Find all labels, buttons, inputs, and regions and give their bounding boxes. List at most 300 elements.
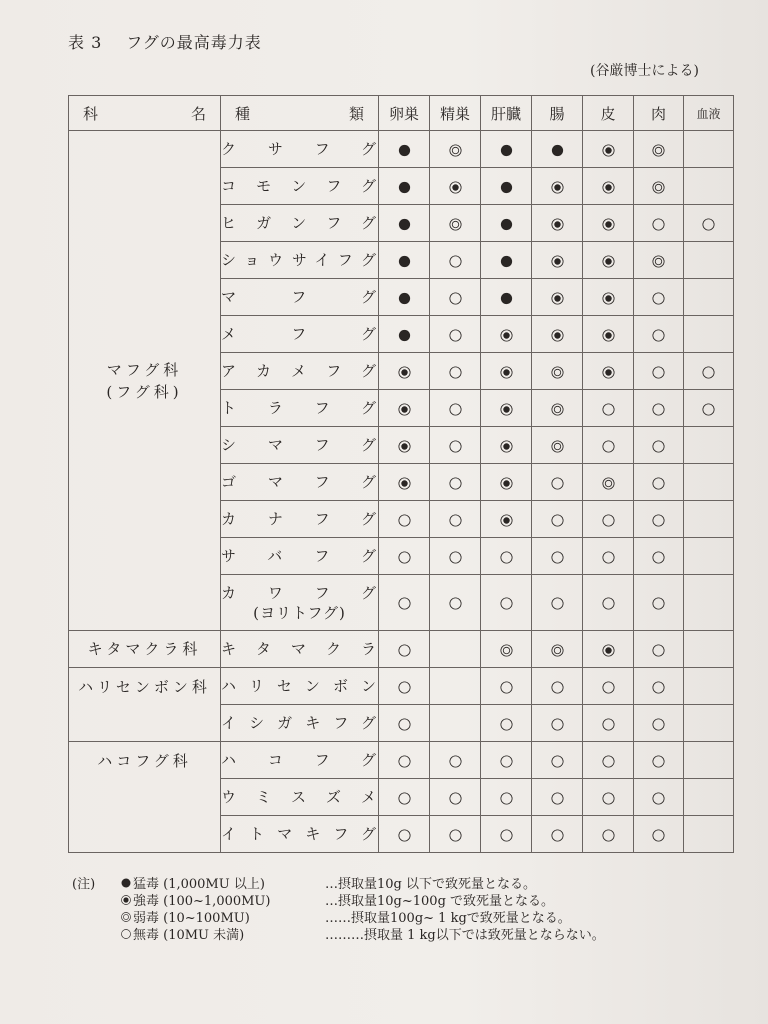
toxicity-cell bbox=[684, 538, 734, 575]
deadly-toxicity-icon bbox=[397, 325, 412, 343]
toxicity-cell bbox=[583, 131, 634, 168]
toxicity-cell bbox=[532, 668, 583, 705]
toxicity-cell bbox=[684, 501, 734, 538]
toxicity-cell bbox=[684, 316, 734, 353]
legend-item bbox=[120, 910, 571, 927]
toxicity-cell bbox=[430, 668, 481, 705]
nontoxic-icon bbox=[397, 788, 412, 806]
toxicity-cell bbox=[532, 168, 583, 205]
toxicity-cell bbox=[532, 279, 583, 316]
toxicity-cell bbox=[634, 816, 684, 853]
weak-toxicity-icon bbox=[550, 399, 565, 417]
toxicity-cell bbox=[481, 705, 532, 742]
strong-toxicity-icon bbox=[397, 436, 412, 454]
weak-toxicity-icon bbox=[550, 362, 565, 380]
strong-toxicity-icon bbox=[550, 251, 565, 269]
toxicity-cell bbox=[583, 427, 634, 464]
toxicity-cell bbox=[634, 501, 684, 538]
species-name: ハリセンボン bbox=[221, 677, 378, 695]
toxicity-cell bbox=[634, 742, 684, 779]
toxicity-cell bbox=[430, 538, 481, 575]
nontoxic-icon bbox=[550, 825, 565, 843]
toxicity-cell bbox=[379, 816, 430, 853]
toxicity-cell bbox=[583, 353, 634, 390]
strong-toxicity-icon bbox=[601, 362, 616, 380]
species-name: イシガキフグ bbox=[221, 714, 378, 732]
nontoxic-icon bbox=[499, 751, 514, 769]
species-name: カワフグ bbox=[221, 583, 378, 602]
toxicity-cell bbox=[634, 390, 684, 427]
species-cell bbox=[221, 205, 379, 242]
strong-toxicity-icon bbox=[397, 399, 412, 417]
toxicity-cell bbox=[684, 168, 734, 205]
toxicity-cell bbox=[532, 575, 583, 631]
toxicity-cell bbox=[430, 742, 481, 779]
deadly-toxicity-icon bbox=[499, 288, 514, 306]
species-name: クサフグ bbox=[221, 140, 378, 158]
species-cell bbox=[221, 705, 379, 742]
deadly-toxicity-icon bbox=[397, 251, 412, 269]
toxicity-cell bbox=[532, 353, 583, 390]
toxicity-cell bbox=[481, 390, 532, 427]
deadly-toxicity-icon bbox=[397, 214, 412, 232]
nontoxic-icon bbox=[397, 714, 412, 732]
species-name: シマフグ bbox=[221, 436, 378, 454]
deadly-toxicity-icon bbox=[550, 140, 565, 158]
nontoxic-icon bbox=[651, 473, 666, 491]
toxicity-cell bbox=[634, 631, 684, 668]
strong-toxicity-icon bbox=[397, 362, 412, 380]
deadly-toxicity-icon bbox=[397, 288, 412, 306]
toxicity-cell bbox=[481, 464, 532, 501]
toxicity-cell bbox=[583, 816, 634, 853]
nontoxic-icon bbox=[651, 214, 666, 232]
toxicity-cell bbox=[583, 779, 634, 816]
species-cell bbox=[221, 279, 379, 316]
strong-toxicity-icon bbox=[601, 177, 616, 195]
strong-toxicity-icon bbox=[601, 214, 616, 232]
species-cell bbox=[221, 575, 379, 631]
toxicity-cell bbox=[430, 631, 481, 668]
toxicity-cell bbox=[430, 575, 481, 631]
nontoxic-icon bbox=[651, 788, 666, 806]
strong-toxicity-icon bbox=[448, 177, 463, 195]
strong-toxicity-icon bbox=[397, 473, 412, 491]
toxicity-cell bbox=[481, 668, 532, 705]
toxicity-cell bbox=[684, 279, 734, 316]
legend-description: …摂取量10g 以下で致死量となる。 bbox=[325, 877, 536, 892]
toxicity-cell bbox=[532, 464, 583, 501]
toxicity-cell bbox=[481, 501, 532, 538]
weak-toxicity-icon bbox=[651, 140, 666, 158]
toxicity-cell bbox=[583, 168, 634, 205]
toxicity-cell bbox=[430, 205, 481, 242]
nontoxic-icon bbox=[397, 751, 412, 769]
nontoxic-icon bbox=[448, 473, 463, 491]
nontoxic-icon bbox=[601, 751, 616, 769]
species-cell bbox=[221, 779, 379, 816]
header-skin: 皮 bbox=[583, 96, 634, 131]
nontoxic-icon bbox=[651, 640, 666, 658]
toxicity-cell bbox=[430, 705, 481, 742]
strong-toxicity-icon bbox=[550, 325, 565, 343]
species-cell bbox=[221, 131, 379, 168]
species-cell bbox=[221, 353, 379, 390]
family-cell: キタマクラ科 bbox=[69, 631, 221, 668]
nontoxic-icon bbox=[601, 714, 616, 732]
legend-item bbox=[120, 893, 554, 910]
weak-toxicity-icon bbox=[499, 640, 514, 658]
toxicity-cell bbox=[583, 575, 634, 631]
header-row bbox=[69, 96, 734, 131]
toxicity-cell bbox=[583, 279, 634, 316]
nontoxic-icon bbox=[701, 362, 716, 380]
toxicity-cell bbox=[583, 464, 634, 501]
toxicity-cell bbox=[481, 279, 532, 316]
weak-toxicity-icon bbox=[550, 436, 565, 454]
toxicity-cell bbox=[532, 779, 583, 816]
nontoxic-icon bbox=[448, 399, 463, 417]
toxicity-cell bbox=[379, 575, 430, 631]
header-ovary: 卵巣 bbox=[379, 96, 430, 131]
nontoxic-icon bbox=[601, 825, 616, 843]
species-cell bbox=[221, 390, 379, 427]
toxicity-cell bbox=[684, 464, 734, 501]
toxicity-cell bbox=[583, 501, 634, 538]
attribution: (谷厳博士による) bbox=[590, 63, 699, 79]
toxicity-cell bbox=[684, 742, 734, 779]
toxicity-cell bbox=[430, 131, 481, 168]
toxicity-cell bbox=[634, 779, 684, 816]
weak-toxicity-icon bbox=[550, 640, 565, 658]
legend-label: 強毒 (100~1,000MU) bbox=[133, 894, 271, 909]
toxicity-cell bbox=[379, 464, 430, 501]
nontoxic-icon bbox=[651, 325, 666, 343]
deadly-toxicity-icon bbox=[397, 140, 412, 158]
species-name: ハコフグ bbox=[221, 751, 378, 769]
nontoxic-icon bbox=[651, 399, 666, 417]
species-cell bbox=[221, 742, 379, 779]
toxicity-cell bbox=[684, 390, 734, 427]
toxicity-cell bbox=[532, 742, 583, 779]
nontoxic-icon bbox=[601, 594, 616, 612]
species-cell bbox=[221, 464, 379, 501]
toxicity-cell bbox=[379, 242, 430, 279]
nontoxic-icon bbox=[601, 399, 616, 417]
toxicity-cell bbox=[684, 779, 734, 816]
toxicity-cell bbox=[684, 205, 734, 242]
species-name: ウミスズメ bbox=[221, 788, 378, 806]
nontoxic-icon bbox=[397, 825, 412, 843]
toxicity-cell bbox=[430, 390, 481, 427]
species-name: メフグ bbox=[221, 325, 378, 343]
species-name: サバフグ bbox=[221, 547, 378, 565]
nontoxic-icon bbox=[550, 751, 565, 769]
species-cell bbox=[221, 631, 379, 668]
toxicity-cell bbox=[481, 131, 532, 168]
toxicity-cell bbox=[481, 242, 532, 279]
species-name: イトマキフグ bbox=[221, 825, 378, 843]
toxicity-cell bbox=[379, 668, 430, 705]
deadly-toxicity-icon bbox=[499, 177, 514, 195]
nontoxic-icon bbox=[499, 714, 514, 732]
toxicity-cell bbox=[583, 242, 634, 279]
nontoxic-icon bbox=[651, 677, 666, 695]
table-number: 表 3 bbox=[68, 33, 103, 52]
header-intestine: 腸 bbox=[532, 96, 583, 131]
toxicity-cell bbox=[532, 131, 583, 168]
weak-toxicity-icon bbox=[651, 177, 666, 195]
nontoxic-icon bbox=[448, 436, 463, 454]
nontoxic-icon bbox=[701, 214, 716, 232]
header-testis: 精巣 bbox=[430, 96, 481, 131]
toxicity-cell bbox=[684, 242, 734, 279]
species-name: マフグ bbox=[221, 288, 378, 306]
header-liver: 肝臓 bbox=[481, 96, 532, 131]
species-name: ショウサイフグ bbox=[221, 251, 378, 269]
toxicity-cell bbox=[430, 168, 481, 205]
toxicity-cell bbox=[532, 816, 583, 853]
toxicity-cell bbox=[684, 131, 734, 168]
nontoxic-icon bbox=[651, 594, 666, 612]
toxicity-cell bbox=[379, 131, 430, 168]
nontoxic-icon bbox=[550, 473, 565, 491]
toxicity-cell bbox=[430, 427, 481, 464]
nontoxic-icon bbox=[651, 510, 666, 528]
deadly-toxicity-icon bbox=[120, 877, 133, 892]
header-muscle: 肉 bbox=[634, 96, 684, 131]
toxicity-cell bbox=[481, 631, 532, 668]
toxicity-cell bbox=[481, 427, 532, 464]
header-family: 科 名 bbox=[69, 96, 221, 131]
species-name: コモンフグ bbox=[221, 177, 378, 195]
toxicity-cell bbox=[430, 501, 481, 538]
toxicity-cell bbox=[481, 742, 532, 779]
nontoxic-icon bbox=[499, 825, 514, 843]
table-title bbox=[68, 30, 262, 53]
deadly-toxicity-icon bbox=[499, 140, 514, 158]
legend-item bbox=[120, 876, 536, 893]
weak-toxicity-icon bbox=[120, 911, 133, 926]
nontoxic-icon bbox=[448, 325, 463, 343]
toxicity-cell bbox=[583, 538, 634, 575]
weak-toxicity-icon bbox=[448, 214, 463, 232]
family-cell: ハコフグ科 bbox=[69, 742, 221, 853]
toxicity-cell bbox=[634, 464, 684, 501]
toxicity-cell bbox=[532, 538, 583, 575]
toxicity-cell bbox=[532, 205, 583, 242]
toxicity-cell bbox=[634, 353, 684, 390]
toxicity-cell bbox=[481, 353, 532, 390]
strong-toxicity-icon bbox=[550, 288, 565, 306]
toxicity-cell bbox=[379, 779, 430, 816]
nontoxic-icon bbox=[448, 751, 463, 769]
nontoxic-icon bbox=[651, 436, 666, 454]
nontoxic-icon bbox=[550, 788, 565, 806]
nontoxic-icon bbox=[499, 594, 514, 612]
nontoxic-icon bbox=[651, 288, 666, 306]
toxicity-cell bbox=[379, 279, 430, 316]
strong-toxicity-icon bbox=[601, 640, 616, 658]
toxicity-cell bbox=[481, 575, 532, 631]
toxicity-cell bbox=[532, 705, 583, 742]
toxicity-cell bbox=[583, 316, 634, 353]
nontoxic-icon bbox=[499, 677, 514, 695]
toxicity-cell bbox=[481, 538, 532, 575]
strong-toxicity-icon bbox=[499, 473, 514, 491]
toxicity-cell bbox=[634, 538, 684, 575]
family-cell: ハリセンボン科 bbox=[69, 668, 221, 742]
nontoxic-icon bbox=[550, 547, 565, 565]
strong-toxicity-icon bbox=[550, 214, 565, 232]
species-name: ゴマフグ bbox=[221, 473, 378, 491]
toxicity-cell bbox=[379, 353, 430, 390]
deadly-toxicity-icon bbox=[499, 214, 514, 232]
toxicity-cell bbox=[379, 501, 430, 538]
legend-label: 無毒 (10MU 未満) bbox=[133, 928, 245, 943]
weak-toxicity-icon bbox=[601, 473, 616, 491]
nontoxic-icon bbox=[499, 547, 514, 565]
species-cell bbox=[221, 427, 379, 464]
toxicity-cell bbox=[583, 668, 634, 705]
deadly-toxicity-icon bbox=[397, 177, 412, 195]
toxicity-cell bbox=[379, 538, 430, 575]
toxicity-cell bbox=[532, 316, 583, 353]
nontoxic-icon bbox=[397, 510, 412, 528]
strong-toxicity-icon bbox=[499, 325, 514, 343]
toxicity-cell bbox=[583, 705, 634, 742]
strong-toxicity-icon bbox=[601, 325, 616, 343]
toxicity-cell bbox=[684, 705, 734, 742]
strong-toxicity-icon bbox=[550, 177, 565, 195]
toxicity-cell bbox=[634, 242, 684, 279]
nontoxic-icon bbox=[651, 362, 666, 380]
nontoxic-icon bbox=[601, 547, 616, 565]
toxicity-cell bbox=[379, 168, 430, 205]
weak-toxicity-icon bbox=[448, 140, 463, 158]
toxicity-cell bbox=[379, 427, 430, 464]
toxicity-cell bbox=[583, 205, 634, 242]
toxicity-cell bbox=[532, 501, 583, 538]
strong-toxicity-icon bbox=[499, 510, 514, 528]
toxicity-cell bbox=[481, 779, 532, 816]
species-name: カナフグ bbox=[221, 510, 378, 528]
toxicity-cell bbox=[634, 279, 684, 316]
strong-toxicity-icon bbox=[601, 140, 616, 158]
toxicity-cell bbox=[481, 168, 532, 205]
toxicity-cell bbox=[634, 427, 684, 464]
nontoxic-icon bbox=[499, 788, 514, 806]
table-row bbox=[69, 742, 734, 779]
species-cell bbox=[221, 501, 379, 538]
toxicity-cell bbox=[379, 742, 430, 779]
toxicity-cell bbox=[634, 668, 684, 705]
nontoxic-icon bbox=[601, 436, 616, 454]
legend-label: 猛毒 (1,000MU 以上) bbox=[133, 877, 265, 892]
species-name: トラフグ bbox=[221, 399, 378, 417]
toxicity-cell bbox=[379, 390, 430, 427]
species-cell bbox=[221, 168, 379, 205]
nontoxic-icon bbox=[601, 788, 616, 806]
nontoxic-icon bbox=[601, 677, 616, 695]
toxicity-cell bbox=[634, 575, 684, 631]
nontoxic-icon bbox=[701, 399, 716, 417]
weak-toxicity-icon bbox=[651, 251, 666, 269]
nontoxic-icon bbox=[120, 928, 133, 943]
legend-description: ……摂取量100g~ 1 kgで致死量となる。 bbox=[325, 911, 571, 926]
species-cell bbox=[221, 316, 379, 353]
nontoxic-icon bbox=[550, 510, 565, 528]
nontoxic-icon bbox=[448, 251, 463, 269]
strong-toxicity-icon bbox=[120, 894, 133, 909]
nontoxic-icon bbox=[397, 547, 412, 565]
toxicity-cell bbox=[532, 631, 583, 668]
toxicity-cell bbox=[430, 353, 481, 390]
table-body bbox=[69, 131, 734, 853]
strong-toxicity-icon bbox=[601, 251, 616, 269]
toxicity-cell bbox=[481, 205, 532, 242]
nontoxic-icon bbox=[550, 677, 565, 695]
toxicity-cell bbox=[684, 427, 734, 464]
nontoxic-icon bbox=[550, 594, 565, 612]
deadly-toxicity-icon bbox=[499, 251, 514, 269]
species-cell bbox=[221, 668, 379, 705]
table-title-text: フグの最高毒力表 bbox=[126, 33, 262, 52]
nontoxic-icon bbox=[448, 362, 463, 380]
toxicity-cell bbox=[684, 631, 734, 668]
toxicity-cell bbox=[481, 816, 532, 853]
nontoxic-icon bbox=[550, 714, 565, 732]
toxicity-table bbox=[68, 95, 734, 853]
toxicity-cell bbox=[379, 316, 430, 353]
species-cell bbox=[221, 816, 379, 853]
toxicity-cell bbox=[634, 131, 684, 168]
toxicity-cell bbox=[430, 316, 481, 353]
family-cell: マフグ科 (フグ科) bbox=[69, 131, 221, 631]
toxicity-cell bbox=[379, 631, 430, 668]
toxicity-cell bbox=[379, 205, 430, 242]
toxicity-cell bbox=[634, 705, 684, 742]
toxicity-cell bbox=[684, 668, 734, 705]
toxicity-cell bbox=[481, 316, 532, 353]
notes-label: (注) bbox=[72, 877, 96, 892]
nontoxic-icon bbox=[397, 594, 412, 612]
species-cell bbox=[221, 242, 379, 279]
toxicity-cell bbox=[634, 168, 684, 205]
strong-toxicity-icon bbox=[601, 288, 616, 306]
nontoxic-icon bbox=[448, 825, 463, 843]
toxicity-cell bbox=[430, 279, 481, 316]
species-alias: (ヨリトフグ) bbox=[253, 603, 346, 622]
toxicity-cell bbox=[430, 242, 481, 279]
legend-description: …摂取量10g~100g で致死量となる。 bbox=[325, 894, 555, 909]
species-cell bbox=[221, 538, 379, 575]
legend-description: ………摂取量 1 kg以下では致死量とならない。 bbox=[325, 928, 605, 943]
nontoxic-icon bbox=[651, 547, 666, 565]
nontoxic-icon bbox=[651, 825, 666, 843]
species-name: ヒガンフグ bbox=[221, 214, 378, 232]
toxicity-cell bbox=[684, 575, 734, 631]
table-row bbox=[69, 631, 734, 668]
toxicity-cell bbox=[379, 705, 430, 742]
toxicity-cell bbox=[634, 205, 684, 242]
toxicity-cell bbox=[532, 242, 583, 279]
toxicity-cell bbox=[532, 390, 583, 427]
species-name: アカメフグ bbox=[221, 362, 378, 380]
nontoxic-icon bbox=[448, 288, 463, 306]
table-row bbox=[69, 131, 734, 168]
header-blood: 血液 bbox=[684, 96, 734, 131]
